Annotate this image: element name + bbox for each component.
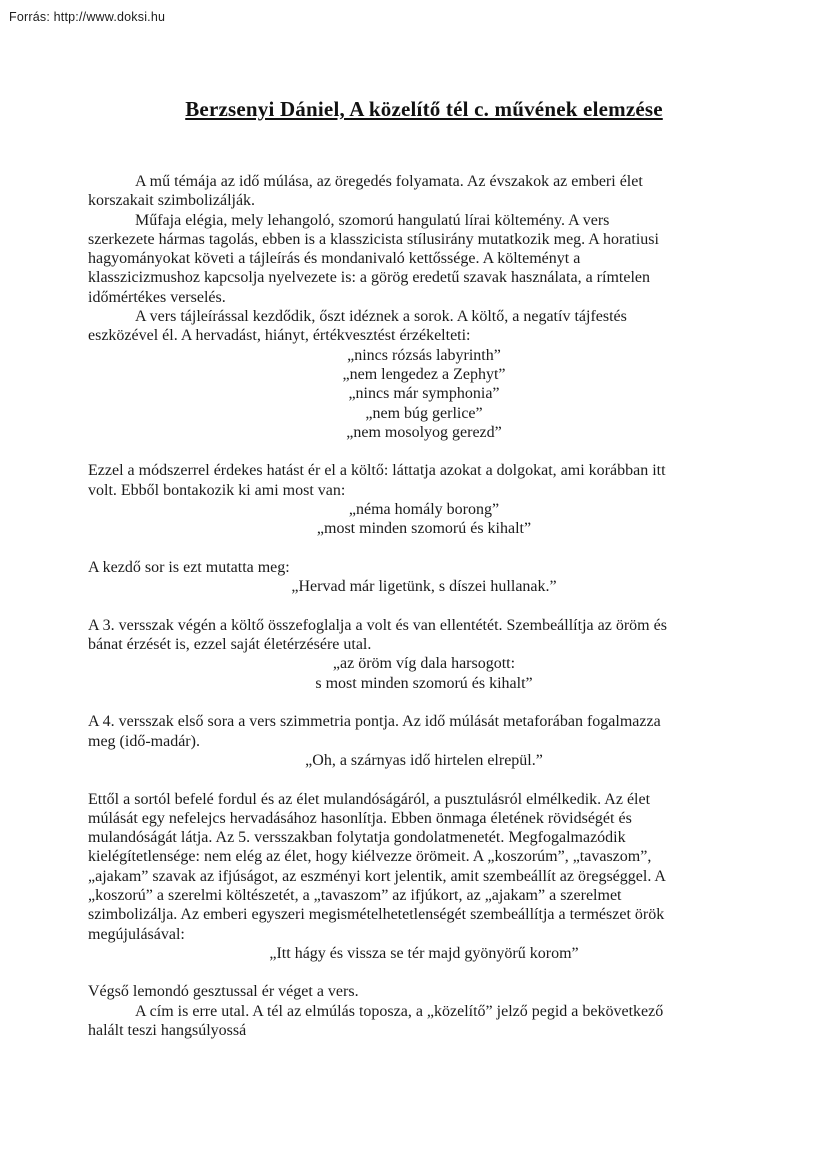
blank-line xyxy=(88,442,760,461)
text-line: szerkezete hármas tagolás, ebben is a klasszicista stílusirány mutatkozik meg. A horatiusi xyxy=(88,230,659,248)
blank-line xyxy=(88,770,760,789)
text-line: A kezdő sor is ezt mutatta meg: xyxy=(88,558,290,576)
text-line: Végső lemondó gesztussal ér véget a vers. xyxy=(88,983,359,1001)
blank-line xyxy=(88,693,760,712)
quote-line: „Oh, a szárnyas idő hirtelen elrepül.” xyxy=(305,751,543,769)
text-line: halált teszi hangsúlyossá xyxy=(88,1022,247,1040)
quote-line: „az öröm víg dala harsogott: xyxy=(332,655,516,673)
text-line: klasszicizmushoz kapcsolja nyelvezete is: a görög eredetű szavak használata, a rímtelen xyxy=(88,269,650,287)
text-line: A 4. versszak első sora a vers szimmetria pontja. Az idő múlását metaforában fogalmazza xyxy=(88,713,661,731)
source-url: Forrás: http://www.doksi.hu xyxy=(9,10,166,24)
quote-line: „néma homály borong” xyxy=(348,501,500,519)
quote-line: „nincs rózsás labyrinth” xyxy=(347,346,501,364)
text-line: A 3. versszak végén a költő összefoglalja a volt és van ellentétét. Szembeállítja az öröm és xyxy=(88,616,667,634)
quote-line: „nem mosolyog gerezd” xyxy=(346,423,502,441)
quote-line: „Hervad már ligetünk, s díszei hullanak.” xyxy=(291,578,557,596)
text-line: meg (idő-madár). xyxy=(88,732,200,750)
document-page xyxy=(88,97,760,1040)
quote-line: „Itt hágy és vissza se tér majd gyönyörű korom” xyxy=(269,944,579,962)
text-line: időmértékes verselés. xyxy=(88,288,226,306)
quote-line: „nem lengedez a Zephyt” xyxy=(342,365,506,383)
quote-block xyxy=(88,346,760,442)
text-line: kielégítetlensége: nem elég az élet, hogy kiélvezze örömeit. A „koszorúm”, „tavaszom”, xyxy=(88,848,652,866)
text-line: volt. Ebből bontakozik ki ami most van: xyxy=(88,481,346,499)
text-line: korszakait szimbolizálják. xyxy=(88,192,256,210)
blank-line xyxy=(88,539,760,558)
quote-block xyxy=(88,500,760,539)
paragraph xyxy=(88,172,760,211)
paragraph xyxy=(88,712,760,751)
text-line: eszközével él. A hervadást, hiányt, értékvesztést érzékelteti: xyxy=(88,327,471,345)
paragraph xyxy=(88,461,760,500)
quote-line: „nincs már symphonia” xyxy=(348,385,500,403)
paragraph xyxy=(88,307,760,346)
text-line: bánat érzését is, ezzel saját életérzésére utal. xyxy=(88,636,372,654)
text-line: hagyományokat követi a tájleírás és mondanivaló kettőssége. A költeményt a xyxy=(88,250,581,268)
text-line: Ezzel a módszerrel érdekes hatást ér el a költő: láttatja azokat a dolgokat, ami korábban itt xyxy=(88,462,666,480)
quote-block xyxy=(88,577,760,596)
text-line: „ajakam” szavak az ifjúságot, az eszményi kort jelentik, amit szembeállít az öregséggel. A xyxy=(88,867,666,885)
paragraph xyxy=(88,1002,760,1041)
quote-block xyxy=(88,944,760,963)
document-title: Berzsenyi Dániel, A közelítő tél c. művének elemzése xyxy=(185,97,663,121)
text-line: „koszorú” a szerelmi költészetét, a „tavaszom” az ifjúkort, az „ajakam” a szerelmet xyxy=(88,886,622,904)
quote-block xyxy=(88,751,760,770)
text-line: Ettől a sortól befelé fordul és az élet mulandóságáról, a pusztulásról elmélkedik. Az élet xyxy=(88,790,651,808)
text-line: szimbolizálja. Az emberi egyszeri megismételhetetlenségét szembeállítja a természet örök xyxy=(88,906,665,924)
paragraph xyxy=(88,558,760,577)
text-line: Műfaja elégia, mely lehangoló, szomorú hangulatú lírai költemény. A vers xyxy=(135,211,610,229)
text-line: múlását egy nefelejcs hervadásához hasonlítja. Ebben önmaga életének rövidségét és xyxy=(88,809,632,827)
text-line: A cím is erre utal. A tél az elmúlás toposza, a „közelítő” jelző pegid a bekövetkező xyxy=(135,1002,664,1020)
blank-line xyxy=(88,597,760,616)
paragraph xyxy=(88,982,760,1001)
text-line: A mű témája az idő múlása, az öregedés folyamata. Az évszakok az emberi élet xyxy=(135,173,643,190)
paragraph xyxy=(88,790,760,944)
blank-line xyxy=(88,963,760,982)
text-line: A vers tájleírással kezdődik, őszt idéznek a sorok. A költő, a negatív tájfestés xyxy=(135,308,627,326)
text-line: mulandóságát látja. Az 5. versszakban folytatja gondolatmenetét. Megfogalmazódik xyxy=(88,829,626,847)
text-line: megújulásával: xyxy=(88,925,185,943)
paragraph xyxy=(88,616,760,655)
document-body xyxy=(88,172,760,1040)
paragraph xyxy=(88,211,760,307)
quote-line: s most minden szomorú és kihalt” xyxy=(315,674,533,692)
quote-line: „nem búg gerlice” xyxy=(365,404,483,422)
quote-line: „most minden szomorú és kihalt” xyxy=(316,520,532,538)
quote-block xyxy=(88,654,760,693)
